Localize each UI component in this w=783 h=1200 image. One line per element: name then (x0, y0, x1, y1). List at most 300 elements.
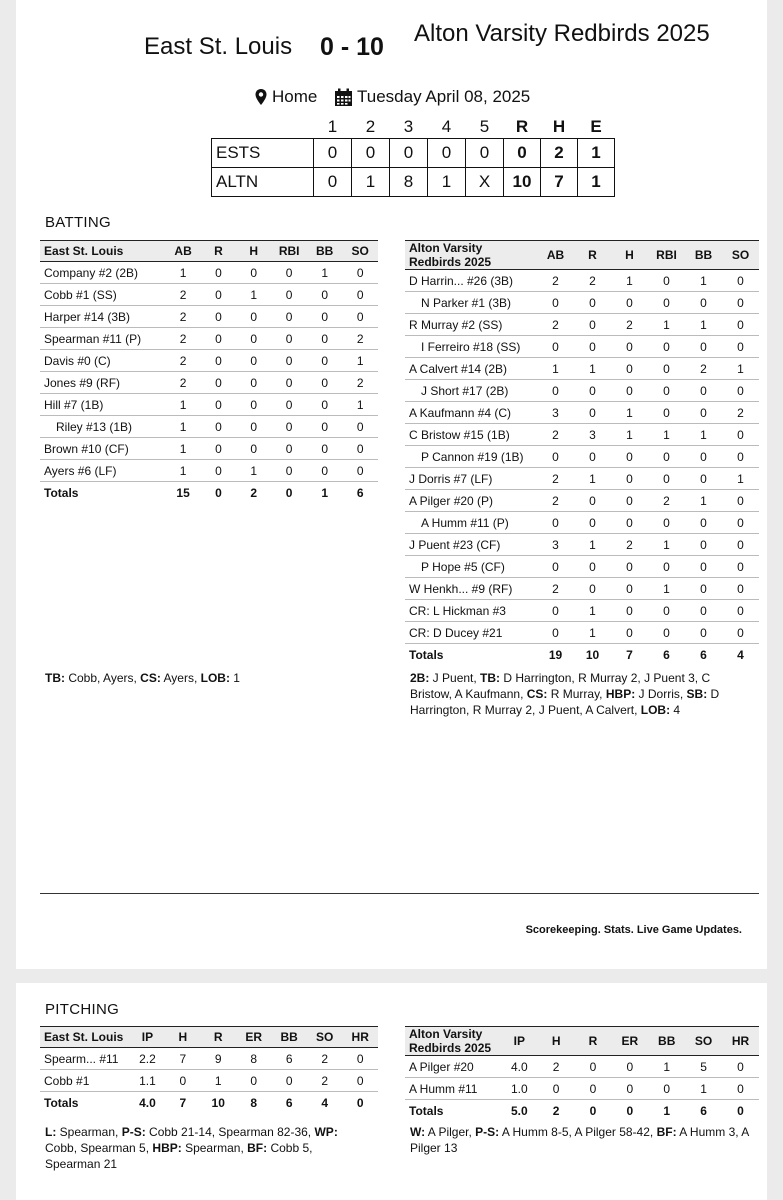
total-value: 5.0 (510, 1103, 528, 1118)
stat-value: 0 (611, 292, 648, 314)
stat-value: 0 (307, 328, 343, 350)
stat-value: 0 (342, 1048, 378, 1070)
stat-value: 0 (271, 262, 307, 284)
stat-value: 0 (722, 578, 759, 600)
stat-col-header: HR (722, 1027, 759, 1056)
total-value: 0 (589, 1103, 597, 1118)
player-name: Cobb #1 (40, 1070, 130, 1092)
linescore-table (211, 116, 615, 197)
stat-value: 2 (685, 358, 722, 380)
stat-value: 2 (537, 270, 574, 292)
total-value: 1 (321, 485, 329, 500)
stat-value: 0 (574, 314, 611, 336)
final-score: 0 - 10 (320, 33, 384, 61)
player-row (405, 1056, 759, 1078)
stat-value: 0 (342, 1070, 378, 1092)
stat-value: 0 (201, 350, 236, 372)
stat-value: 0 (648, 446, 685, 468)
stat-value: 0 (574, 512, 611, 534)
stat-value: 0 (648, 622, 685, 644)
stat-col-header: H (165, 1027, 200, 1048)
note-value: Spearman, (181, 1141, 248, 1155)
note-value: R Murray, (547, 687, 606, 701)
stat-col-header: ER (611, 1027, 648, 1056)
note-key: SB: (686, 687, 708, 701)
stat-value: 0 (611, 600, 648, 622)
note-key: WP: (314, 1125, 338, 1139)
stat-value: 0 (685, 578, 722, 600)
team-header: East St. Louis (40, 1027, 130, 1048)
stat-value: 0 (574, 402, 611, 424)
total-value: 4.0 (139, 1095, 156, 1110)
stat-col-header: H (236, 241, 271, 262)
stat-value: 0 (685, 622, 722, 644)
stat-value: 0 (342, 416, 378, 438)
away-batting-table (40, 240, 378, 503)
total-value: 0 (215, 485, 222, 500)
stat-value: 0 (648, 512, 685, 534)
player-row (40, 1048, 378, 1070)
total-value: 0 (356, 1095, 364, 1110)
stat-value: 1 (574, 622, 611, 644)
linescore-col-header: R (515, 117, 529, 136)
player-name: P Hope #5 (CF) (405, 556, 537, 578)
inning-runs: 0 (466, 139, 504, 168)
stat-value: 2 (574, 270, 611, 292)
stat-value: 0 (537, 292, 574, 314)
total-runs: 10 (504, 168, 541, 197)
stat-value: 0 (307, 372, 343, 394)
note-key: L: (45, 1125, 57, 1139)
stat-value: 0 (685, 556, 722, 578)
stat-col-header: BB (648, 1027, 685, 1056)
player-row (40, 460, 378, 482)
total-value: 19 (548, 647, 563, 662)
note-key: LOB: (640, 703, 671, 717)
stat-value: 0 (342, 460, 378, 482)
divider (40, 893, 759, 894)
home-pitching-notes (410, 1124, 750, 1156)
linescore-header (212, 116, 615, 139)
inning-runs: 0 (390, 139, 428, 168)
note-key: HBP: (152, 1141, 182, 1155)
player-row (405, 336, 759, 358)
total-value: 8 (250, 1095, 257, 1110)
player-name: Cobb #1 (SS) (40, 284, 165, 306)
stat-value: 1 (165, 460, 201, 482)
stat-value: 1 (648, 314, 685, 336)
home-batting-notes (410, 670, 755, 718)
stat-value: 1 (165, 438, 201, 460)
stat-value: 1 (537, 358, 574, 380)
player-row (405, 534, 759, 556)
stat-value: 0 (648, 468, 685, 490)
stat-value: 0 (201, 416, 236, 438)
inning-runs: 1 (428, 168, 466, 197)
total-value: 6 (700, 1103, 707, 1118)
linescore-col-header: 5 (479, 117, 490, 136)
player-row (405, 380, 759, 402)
stat-value: 0 (236, 262, 271, 284)
stat-value: 0 (685, 512, 722, 534)
player-name: A Kaufmann #4 (C) (405, 402, 537, 424)
stat-value: 0 (271, 284, 307, 306)
note-value: J Puent, (429, 671, 481, 685)
totals-label: Totals (409, 647, 444, 662)
stat-value: 2 (537, 314, 574, 336)
player-row (40, 262, 378, 284)
stat-col-header: RBI (271, 241, 307, 262)
player-name: CR: L Hickman #3 (405, 600, 537, 622)
player-row (405, 292, 759, 314)
stat-value: 0 (201, 460, 236, 482)
linescore-team: ALTN (212, 168, 314, 197)
stat-value: 0 (342, 438, 378, 460)
stat-value: 0 (574, 490, 611, 512)
stat-value: 0 (685, 402, 722, 424)
stat-value: 2 (165, 328, 201, 350)
stat-value: 1 (165, 394, 201, 416)
team-header: Alton Varsity Redbirds 2025 (405, 1027, 501, 1056)
player-name: J Short #17 (2B) (405, 380, 537, 402)
inning-runs: 0 (428, 139, 466, 168)
player-name: R Murray #2 (SS) (405, 314, 537, 336)
stat-value: 0 (201, 438, 236, 460)
totals-label: Totals (409, 1103, 444, 1118)
stat-value: 0 (722, 336, 759, 358)
stat-value: 0 (236, 394, 271, 416)
home-pitching-table (405, 1026, 759, 1121)
stat-value: 2 (537, 490, 574, 512)
stat-value: 0 (307, 438, 343, 460)
stat-value: 0 (722, 292, 759, 314)
total-value: 7 (626, 647, 633, 662)
linescore-col-header: 3 (403, 117, 414, 136)
note-value: 1 (229, 671, 240, 685)
totals-label: Totals (44, 1095, 79, 1110)
player-row (40, 438, 378, 460)
note-key: BF: (656, 1125, 677, 1139)
stat-value: 0 (271, 306, 307, 328)
note-value: 4 (670, 703, 681, 717)
player-row (40, 328, 378, 350)
stat-value: 2 (165, 372, 201, 394)
box-header-row (405, 1027, 759, 1056)
stat-value: 1 (165, 416, 201, 438)
stat-value: 0 (648, 336, 685, 358)
batting-card (16, 0, 767, 969)
note-key: BF: (247, 1141, 268, 1155)
stat-value: 0 (648, 600, 685, 622)
note-key: HBP: (605, 687, 636, 701)
total-runs: 0 (504, 139, 541, 168)
stat-value: 1 (611, 270, 648, 292)
note-value: D Harrington, R Murray 2, J Puent, A Calvert, (410, 687, 720, 717)
team-header: Alton Varsity Redbirds 2025 (405, 241, 537, 270)
stat-col-header: IP (130, 1027, 166, 1048)
stat-value: 0 (201, 262, 236, 284)
stat-value: 1 (648, 1056, 685, 1078)
player-row (405, 578, 759, 600)
stat-value: 0 (538, 1078, 575, 1100)
stat-value: 0 (685, 336, 722, 358)
stat-value: 0 (236, 328, 271, 350)
linescore-col-header: E (590, 117, 602, 136)
note-key: TB: (480, 671, 501, 685)
stat-value: 0 (537, 336, 574, 358)
note-value: A Humm 8-5, A Pilger 58-42, (499, 1125, 657, 1139)
stat-value: 1 (648, 534, 685, 556)
stat-value: 2 (722, 402, 759, 424)
stat-value: 0 (685, 534, 722, 556)
stat-value: 0 (574, 446, 611, 468)
stat-value: 2 (611, 314, 648, 336)
stat-value: 1 (685, 1078, 722, 1100)
stat-value: 1 (342, 350, 378, 372)
stat-value: 0 (648, 358, 685, 380)
stat-value: 0 (611, 512, 648, 534)
note-value: D Harrington, R Murray 2, J Puent 3, C Bristow, A Kaufmann, (410, 671, 711, 701)
note-key: CS: (526, 687, 548, 701)
player-name: Jones #9 (RF) (40, 372, 165, 394)
stat-value: 0 (574, 336, 611, 358)
stat-value: 2 (165, 284, 201, 306)
player-row (405, 402, 759, 424)
stat-value: 0 (537, 446, 574, 468)
stat-value: 0 (648, 402, 685, 424)
stat-value: 0 (307, 284, 343, 306)
stat-value: 0 (236, 350, 271, 372)
total-value: 0 (285, 485, 293, 500)
total-value: 6 (285, 1095, 293, 1110)
stat-value: 0 (685, 468, 722, 490)
note-key: TB: (45, 671, 65, 685)
stat-value: 1 (685, 490, 722, 512)
batting-title: BATTING (45, 214, 111, 231)
stat-value: 1 (574, 358, 611, 380)
stat-value: 0 (537, 556, 574, 578)
stat-value: 0 (722, 314, 759, 336)
stat-value: 2 (342, 328, 378, 350)
stat-value: 0 (648, 380, 685, 402)
player-name: I Ferreiro #18 (SS) (405, 336, 537, 358)
stat-value: 0 (722, 600, 759, 622)
stat-value: 0 (575, 1078, 612, 1100)
stat-value: 0 (611, 1056, 648, 1078)
stat-value: 9 (201, 1048, 236, 1070)
player-row (405, 512, 759, 534)
stat-value: 1.0 (501, 1078, 538, 1100)
total-value: 6 (356, 485, 364, 500)
stat-value: 0 (648, 556, 685, 578)
stat-value: 2 (538, 1056, 575, 1078)
note-value: Cobb 5, Spearman 21 (45, 1141, 313, 1171)
inning-runs: 0 (314, 168, 352, 197)
player-row (40, 394, 378, 416)
stat-value: 0 (537, 512, 574, 534)
player-row (405, 556, 759, 578)
box-header-row (40, 1027, 378, 1048)
player-row (405, 424, 759, 446)
stat-value: 0 (611, 556, 648, 578)
player-name: Harper #14 (3B) (40, 306, 165, 328)
player-name: Davis #0 (C) (40, 350, 165, 372)
player-row (40, 372, 378, 394)
stat-col-header: SO (685, 1027, 722, 1056)
location-pin-icon (254, 88, 268, 106)
stat-value: 0 (574, 556, 611, 578)
stat-value: 0 (342, 262, 378, 284)
player-row (405, 446, 759, 468)
stat-value: 0 (611, 468, 648, 490)
stat-value: 0 (722, 446, 759, 468)
stat-value: 4.0 (501, 1056, 538, 1078)
linescore-col-header: 2 (365, 117, 376, 136)
player-row (405, 314, 759, 336)
stat-value: 0 (611, 358, 648, 380)
note-value: Cobb, Spearman 5, (45, 1141, 153, 1155)
player-name: Brown #10 (CF) (40, 438, 165, 460)
stat-value: 0 (307, 306, 343, 328)
note-value: A Pilger, (425, 1125, 476, 1139)
totals-row (40, 482, 378, 504)
total-value: 4 (321, 1095, 329, 1110)
stat-value: 1 (685, 314, 722, 336)
calendar-icon (334, 88, 353, 107)
stat-value: 0 (685, 600, 722, 622)
linescore-col-header: 1 (327, 117, 338, 136)
stat-value: 0 (722, 1078, 759, 1100)
total-hits: 7 (541, 168, 578, 197)
stat-col-header: RBI (648, 241, 685, 270)
stat-value: 2 (165, 306, 201, 328)
stat-value: 0 (236, 1070, 272, 1092)
stat-value: 0 (201, 284, 236, 306)
note-value: J Dorris, (635, 687, 687, 701)
stat-value: 0 (685, 446, 722, 468)
totals-row (405, 1100, 759, 1122)
stat-value: 1 (574, 600, 611, 622)
note-key: W: (410, 1125, 426, 1139)
stat-value: 1 (165, 262, 201, 284)
stat-col-header: BB (307, 241, 343, 262)
stat-col-header: AB (165, 241, 201, 262)
inning-runs: 8 (390, 168, 428, 197)
pitching-card (16, 983, 767, 1200)
stat-value: 2 (165, 350, 201, 372)
player-name: Spearm... #11 (40, 1048, 130, 1070)
stat-value: 0 (574, 578, 611, 600)
stat-col-header: R (201, 241, 236, 262)
stat-value: 3 (574, 424, 611, 446)
date-label: Tuesday April 08, 2025 (357, 87, 531, 106)
stat-value: 0 (342, 284, 378, 306)
stat-value: 0 (342, 306, 378, 328)
player-row (405, 622, 759, 644)
player-name: D Harrin... #26 (3B) (405, 270, 537, 292)
linescore-col-header: 4 (441, 117, 452, 136)
stat-value: 2 (611, 534, 648, 556)
stat-value: 0 (611, 336, 648, 358)
total-value: 0 (626, 1103, 634, 1118)
stat-value: 2 (648, 490, 685, 512)
stat-value: 0 (722, 622, 759, 644)
stat-value: 2 (307, 1048, 343, 1070)
player-row (40, 1070, 378, 1092)
linescore-corner (212, 116, 314, 139)
stat-value: 0 (307, 350, 343, 372)
stat-value: 0 (574, 292, 611, 314)
stat-value: 0 (201, 328, 236, 350)
stat-col-header: H (611, 241, 648, 270)
stat-value: 0 (722, 424, 759, 446)
stat-value: 1 (236, 284, 271, 306)
player-name: A Pilger #20 (405, 1056, 501, 1078)
player-name: J Puent #23 (CF) (405, 534, 537, 556)
note-key: LOB: (200, 671, 230, 685)
player-row (40, 284, 378, 306)
total-value: 0 (737, 1103, 744, 1118)
player-name: Spearman #11 (P) (40, 328, 165, 350)
note-key: P-S: (121, 1125, 146, 1139)
total-value: 1 (663, 1103, 671, 1118)
stat-col-header: R (575, 1027, 612, 1056)
stat-value: 0 (201, 306, 236, 328)
stat-value: 0 (271, 460, 307, 482)
total-value: 6 (700, 647, 707, 662)
player-name: A Calvert #14 (2B) (405, 358, 537, 380)
stat-value: 0 (537, 622, 574, 644)
stat-value: 1 (685, 424, 722, 446)
stat-value: 0 (722, 1056, 759, 1078)
stat-value: 0 (271, 1070, 307, 1092)
total-errors: 1 (578, 168, 615, 197)
stat-value: 0 (685, 380, 722, 402)
player-name: A Humm #11 (405, 1078, 501, 1100)
stat-value: 0 (722, 534, 759, 556)
player-row (40, 306, 378, 328)
stat-value: 2 (537, 424, 574, 446)
player-name: A Humm #11 (P) (405, 512, 537, 534)
stat-value: 0 (236, 372, 271, 394)
away-batting-notes (45, 670, 375, 686)
stat-value: 2 (537, 578, 574, 600)
stat-value: 1 (722, 358, 759, 380)
stat-value: 8 (236, 1048, 272, 1070)
stat-value: 0 (574, 380, 611, 402)
away-team-name: East St. Louis (144, 33, 293, 60)
inning-runs: X (466, 168, 504, 197)
away-pitching-notes (45, 1124, 370, 1172)
stat-value: 0 (236, 416, 271, 438)
stat-value: 0 (307, 394, 343, 416)
stat-value: 7 (165, 1048, 200, 1070)
stat-value: 1 (201, 1070, 236, 1092)
stat-value: 1 (611, 402, 648, 424)
stat-value: 0 (611, 578, 648, 600)
stat-value: 0 (165, 1070, 200, 1092)
stat-value: 1.1 (130, 1070, 166, 1092)
stat-col-header: IP (501, 1027, 538, 1056)
player-row (405, 490, 759, 512)
player-name: CR: D Ducey #21 (405, 622, 537, 644)
stat-value: 0 (611, 380, 648, 402)
total-value: 10 (585, 647, 600, 662)
stat-col-header: AB (537, 241, 574, 270)
stat-value: 1 (685, 270, 722, 292)
stat-value: 5 (685, 1056, 722, 1078)
player-name: Hill #7 (1B) (40, 394, 165, 416)
